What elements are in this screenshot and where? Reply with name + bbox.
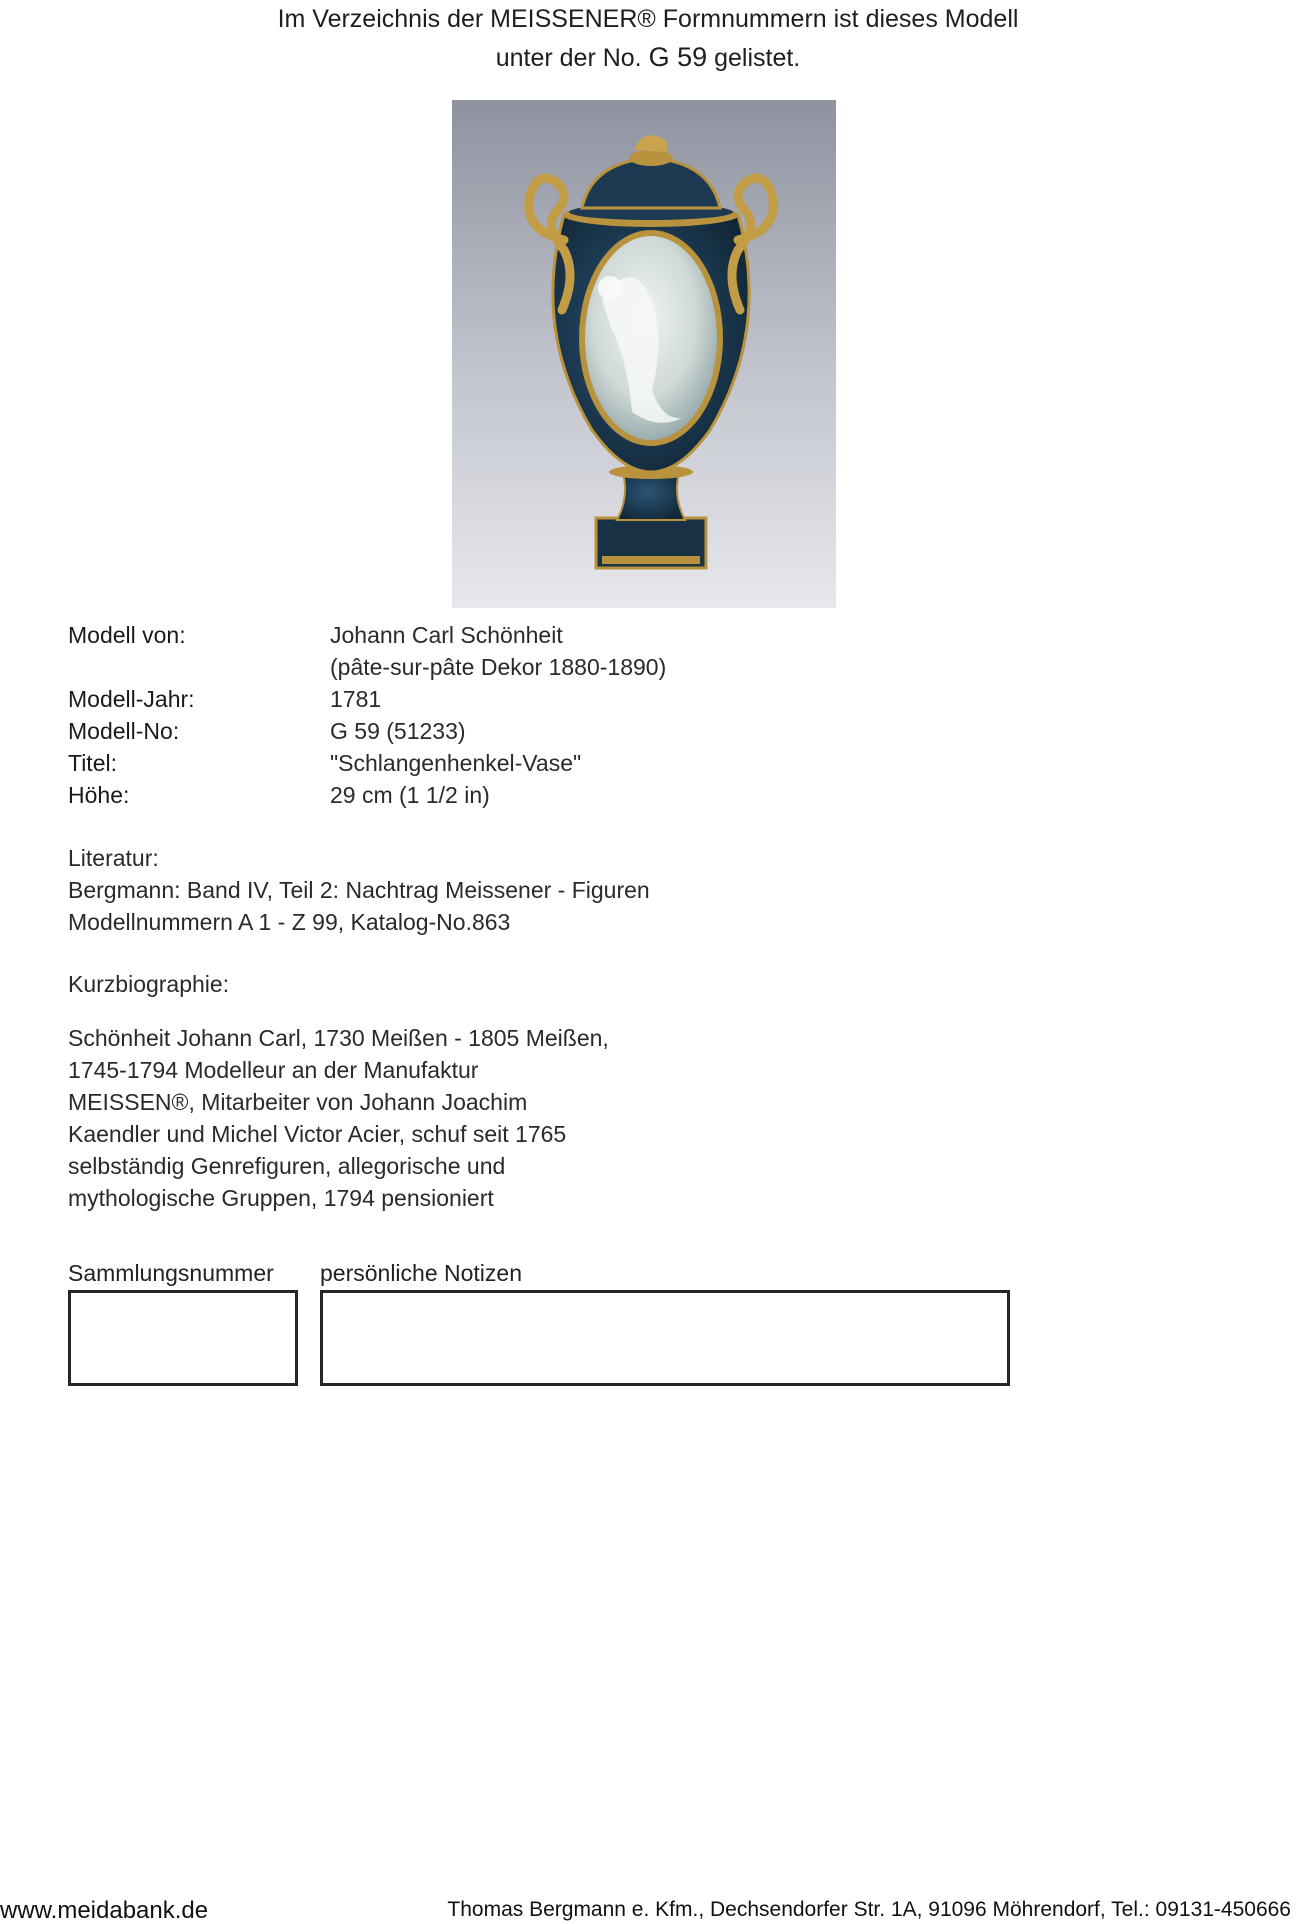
modell-no-label: Modell-No: [68, 718, 180, 744]
biographie-line: 1745-1794 Modelleur an der Manufaktur [68, 1057, 479, 1083]
literatur-line: Modellnummern A 1 - Z 99, Katalog-No.863 [68, 909, 511, 935]
modell-von-value: Johann Carl Schönheit [330, 622, 563, 648]
hoehe-value: 29 cm (1 1/2 in) [330, 782, 490, 808]
biographie-line: Schönheit Johann Carl, 1730 Meißen - 1805 Meißen, [68, 1025, 609, 1051]
modell-no-value: G 59 (51233) [330, 718, 466, 744]
header-suffix: gelistet. [714, 44, 801, 72]
header-line-1: Im Verzeichnis der MEISSENER® Formnummern ist dieses Modell [277, 5, 1019, 33]
notizen-label: persönliche Notizen [320, 1260, 523, 1286]
modell-von-label: Modell von: [68, 622, 186, 648]
hoehe-label: Höhe: [68, 782, 130, 808]
vase-photo [452, 100, 836, 608]
notizen-field[interactable] [320, 1290, 1010, 1386]
model-number-highlight: G 59 [648, 42, 708, 72]
literatur-heading: Literatur: [68, 845, 159, 871]
biographie-line: selbständig Genrefiguren, allegorische und [68, 1153, 506, 1179]
footer-address: Thomas Bergmann e. Kfm., Dechsendorfer Str. 1A, 91096 Möhrendorf, Tel.: 09131-450666 [447, 1898, 1291, 1921]
modell-von-note: (pâte-sur-pâte Dekor 1880-1890) [330, 654, 667, 680]
biographie-line: Kaendler und Michel Victor Acier, schuf seit 1765 [68, 1121, 567, 1147]
biographie-line: mythologische Gruppen, 1794 pensioniert [68, 1185, 494, 1211]
biographie-line: MEISSEN®, Mitarbeiter von Johann Joachim [68, 1089, 528, 1115]
titel-label: Titel: [68, 750, 117, 776]
vase-illustration [452, 100, 836, 608]
modell-jahr-value: 1781 [330, 686, 382, 712]
literatur-line: Bergmann: Band IV, Teil 2: Nachtrag Meissener - Figuren [68, 877, 650, 903]
sammlungsnummer-label: Sammlungsnummer [68, 1260, 274, 1286]
sammlungsnummer-field[interactable] [68, 1290, 298, 1386]
footer-website-link[interactable]: www.meidabank.de [0, 1897, 209, 1924]
header-prefix: unter der No. [495, 44, 642, 72]
titel-value: "Schlangenhenkel-Vase" [330, 750, 582, 776]
biographie-heading: Kurzbiographie: [68, 971, 230, 997]
header-line-2 [0, 42, 1296, 73]
modell-jahr-label: Modell-Jahr: [68, 686, 195, 712]
